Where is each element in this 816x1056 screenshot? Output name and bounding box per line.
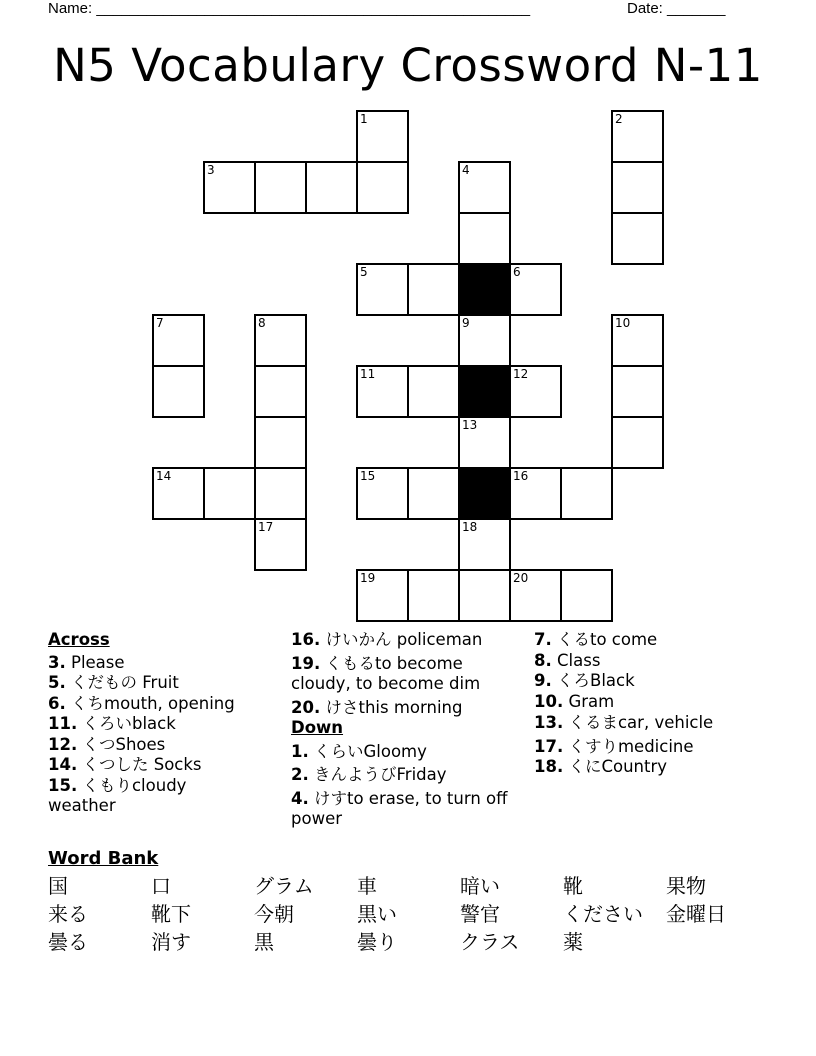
crossword-cell[interactable] <box>152 365 205 418</box>
word-bank-item: 口 <box>151 874 171 898</box>
word-bank-item: 黒い <box>357 902 397 926</box>
cell-number: 15 <box>360 469 376 483</box>
clue-across-3: 3. Please <box>48 652 125 672</box>
crossword-cell[interactable] <box>611 110 664 163</box>
cell-number: 2 <box>615 112 623 126</box>
word-bank-item: 靴下 <box>151 902 191 926</box>
crossword-cell[interactable] <box>458 416 511 469</box>
crossword-cell[interactable] <box>254 416 307 469</box>
word-bank-heading: Word Bank <box>48 848 159 869</box>
clues-column-3 <box>534 630 774 778</box>
cell-number: 12 <box>513 367 529 381</box>
word-bank-item: グラム <box>254 874 314 898</box>
name-field[interactable]: Name: ____________________________________________________ <box>48 0 531 17</box>
crossword-cell[interactable] <box>356 467 409 520</box>
clue-down-18: 18. くにCountry <box>534 757 668 776</box>
crossword-cell[interactable] <box>458 314 511 367</box>
word-bank-item: 来る <box>48 902 88 926</box>
word-bank-item: 車 <box>357 874 377 898</box>
crossword-cell[interactable] <box>356 263 409 316</box>
crossword-cell[interactable] <box>407 263 460 316</box>
cell-number: 1 <box>360 112 368 126</box>
word-bank-item: 金曜日 <box>666 902 726 926</box>
clue-down-9: 9. くろBlack <box>534 671 635 690</box>
clue-across-14: 14. くつした Socks <box>48 755 202 774</box>
crossword-cell[interactable] <box>356 110 409 163</box>
clue-down-7: 7. くるto come <box>534 630 658 649</box>
clue-across-15: 15. くもりcloudy weather <box>48 775 187 815</box>
word-bank-item: 今朝 <box>254 902 294 926</box>
word-bank-item: 消す <box>151 930 191 954</box>
crossword-block <box>458 365 511 418</box>
clue-across-20: 20. けさthis morning <box>291 697 463 717</box>
crossword-cell[interactable] <box>611 314 664 367</box>
crossword-cell[interactable] <box>254 314 307 367</box>
word-bank-item: 警官 <box>460 902 500 926</box>
crossword-cell[interactable] <box>611 416 664 469</box>
cell-number: 13 <box>462 418 478 432</box>
cell-number: 4 <box>462 163 470 177</box>
page-title: N5 Vocabulary Crossword N-11 <box>53 39 763 92</box>
crossword-cell[interactable] <box>509 263 562 316</box>
word-bank-item: 曇り <box>357 930 397 954</box>
clue-down-8: 8. Class <box>534 650 601 670</box>
word-bank-item: 果物 <box>666 874 706 898</box>
clue-across-12: 12. くつShoes <box>48 734 166 754</box>
word-bank-item: 曇る <box>48 930 88 954</box>
crossword-cell[interactable] <box>458 161 511 214</box>
down-heading: Down <box>291 718 344 737</box>
clue-across-11: 11. くろいblack <box>48 714 176 733</box>
crossword-cell[interactable] <box>611 212 664 265</box>
across-heading: Across <box>48 630 110 649</box>
cell-number: 17 <box>258 520 274 534</box>
crossword-block <box>458 467 511 520</box>
cell-number: 14 <box>156 469 172 483</box>
word-bank-item: 薬 <box>563 930 583 954</box>
clue-across-16: 16. けいかん policeman <box>291 630 483 649</box>
word-bank-item: 国 <box>48 874 68 898</box>
crossword-cell[interactable] <box>560 569 613 622</box>
crossword-cell[interactable] <box>509 569 562 622</box>
word-bank-item: 靴 <box>563 874 583 898</box>
cell-number: 3 <box>207 163 215 177</box>
crossword-cell[interactable] <box>407 569 460 622</box>
cell-number: 6 <box>513 265 521 279</box>
date-field[interactable]: Date: _______ <box>627 0 726 17</box>
crossword-cell[interactable] <box>254 161 307 214</box>
cell-number: 11 <box>360 367 376 381</box>
crossword-cell[interactable] <box>254 518 307 571</box>
crossword-cell[interactable] <box>611 161 664 214</box>
crossword-cell[interactable] <box>356 365 409 418</box>
cell-number: 10 <box>615 316 631 330</box>
crossword-cell[interactable] <box>458 518 511 571</box>
word-bank-item: ください <box>563 902 643 926</box>
clue-down-13: 13. くるまcar, vehicle <box>534 713 714 732</box>
crossword-cell[interactable] <box>152 314 205 367</box>
crossword-cell[interactable] <box>356 161 409 214</box>
crossword-cell[interactable] <box>560 467 613 520</box>
crossword-cell[interactable] <box>458 569 511 622</box>
crossword-cell[interactable] <box>254 467 307 520</box>
crossword-block <box>458 263 511 316</box>
clue-down-2: 2. きんようびFriday <box>291 765 447 784</box>
clue-across-6: 6. くちmouth, opening <box>48 693 235 713</box>
crossword-cell[interactable] <box>152 467 205 520</box>
clue-down-1: 1. くらいGloomy <box>291 741 427 761</box>
word-bank-item: クラス <box>460 930 520 954</box>
crossword-cell[interactable] <box>203 467 256 520</box>
crossword-cell[interactable] <box>305 161 358 214</box>
crossword-cell[interactable] <box>407 365 460 418</box>
crossword-cell[interactable] <box>254 365 307 418</box>
cell-number: 7 <box>156 316 164 330</box>
cell-number: 19 <box>360 571 376 585</box>
crossword-cell[interactable] <box>509 365 562 418</box>
clues-column-1 <box>48 630 280 817</box>
crossword-cell[interactable] <box>203 161 256 214</box>
cell-number: 9 <box>462 316 470 330</box>
cell-number: 18 <box>462 520 478 534</box>
clue-across-19: 19. くもるto become cloudy, to become dim <box>291 653 481 693</box>
word-bank-item: 暗い <box>460 874 500 898</box>
clue-across-5: 5. くだもの Fruit <box>48 673 179 692</box>
crossword-cell[interactable] <box>458 212 511 265</box>
cell-number: 5 <box>360 265 368 279</box>
clue-down-10: 10. Gram <box>534 691 615 711</box>
cell-number: 8 <box>258 316 266 330</box>
cell-number: 20 <box>513 571 529 585</box>
crossword-cell[interactable] <box>509 467 562 520</box>
clues-column-2 <box>291 630 526 830</box>
crossword-cell[interactable] <box>611 365 664 418</box>
crossword-cell[interactable] <box>407 467 460 520</box>
crossword-cell[interactable] <box>356 569 409 622</box>
clue-down-17: 17. くすりmedicine <box>534 736 694 756</box>
cell-number: 16 <box>513 469 529 483</box>
word-bank-item: 黒 <box>254 930 274 954</box>
clue-down-4: 4. けすto erase, to turn off power <box>291 788 508 828</box>
